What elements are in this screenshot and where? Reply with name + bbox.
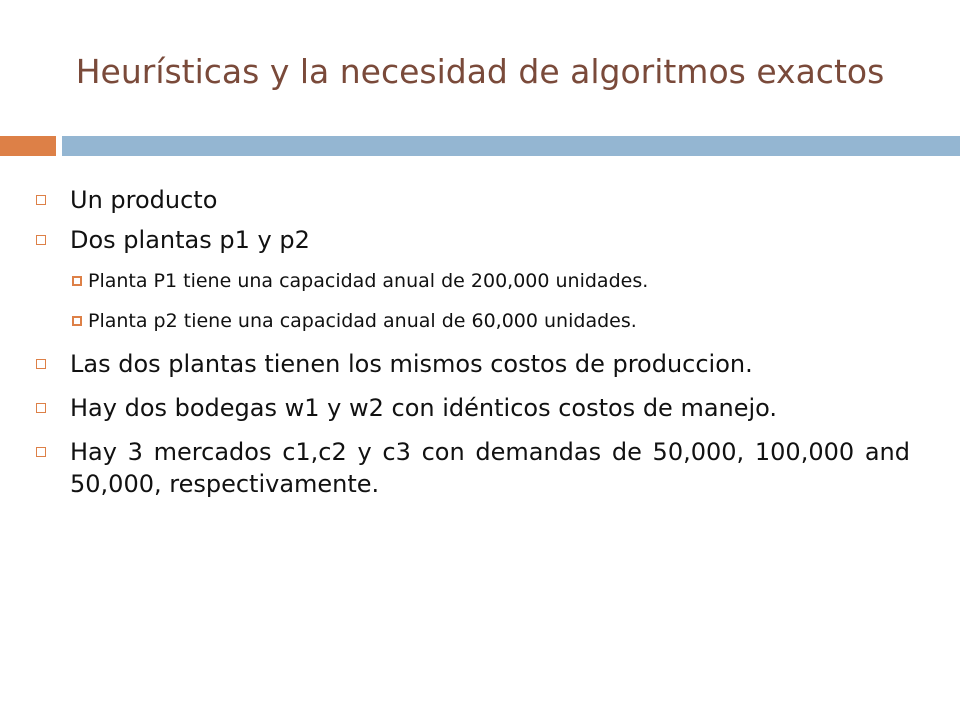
sub-bullet-item (34, 308, 910, 334)
bullet-item (34, 184, 910, 216)
framed-square-bullet-icon (72, 276, 82, 286)
title-accent-bar-blue (62, 136, 960, 156)
title-accent-bar-orange (0, 136, 56, 156)
bullet-text: Hay dos bodegas w1 y w2 con idénticos costos de manejo. (70, 394, 778, 422)
bullet-text: Hay 3 mercados c1,c2 y c3 con demandas de 50,000, 100,000 and 50,000, respectivamente. (70, 438, 910, 498)
bullet-text: Dos plantas p1 y p2 (70, 226, 310, 254)
hollow-square-bullet-icon (36, 235, 46, 245)
bullet-item (34, 392, 910, 424)
bullet-text: Las dos plantas tienen los mismos costos de produccion. (70, 350, 753, 378)
slide-title: Heurísticas y la necesidad de algoritmos exactos (75, 52, 885, 91)
sub-bullet-item (34, 268, 910, 294)
bullet-item (34, 224, 910, 256)
hollow-square-bullet-icon (36, 403, 46, 413)
bullet-text: Un producto (70, 186, 218, 214)
slide-content (34, 184, 910, 512)
hollow-square-bullet-icon (36, 447, 46, 457)
bullet-item (34, 436, 910, 500)
bullet-item (34, 348, 910, 380)
framed-square-bullet-icon (72, 316, 82, 326)
sub-bullet-text: Planta P1 tiene una capacidad anual de 200,000 unidades. (88, 270, 649, 292)
hollow-square-bullet-icon (36, 359, 46, 369)
hollow-square-bullet-icon (36, 195, 46, 205)
sub-bullet-text: Planta p2 tiene una capacidad anual de 60,000 unidades. (88, 310, 637, 332)
